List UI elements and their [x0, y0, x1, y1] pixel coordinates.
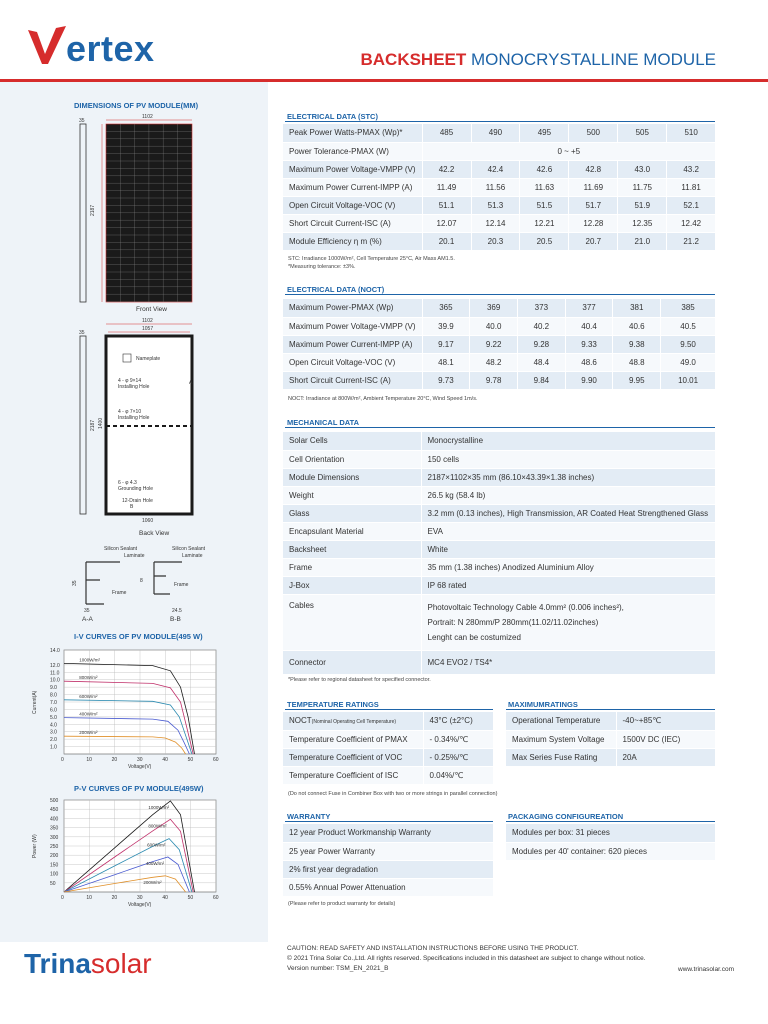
temp-row-label-cell [283, 766, 423, 784]
left-column [0, 82, 268, 942]
maxr-row [506, 712, 715, 730]
x-tick-label: 20 [111, 757, 118, 763]
noct-note: NOCT: Irradiance at 800W/m², Ambient Temperature 20°C, Wind Speed 1m/s. [288, 396, 478, 402]
y-tick-label: 500 [50, 798, 59, 804]
stc-cell: 11.69 [569, 178, 618, 196]
stc-table [283, 124, 715, 251]
mech-title: MECHANICAL DATA [287, 418, 360, 427]
footer-url: www.trinasolar.com [678, 966, 734, 973]
stc-row-label: Short Circuit Current-ISC (A) [283, 214, 422, 232]
mech-row-cables [283, 594, 715, 650]
noct-row [283, 353, 715, 371]
warranty-row-text: 12 year Product Workmanship Warranty [283, 824, 493, 842]
y-tick-label: 8.0 [50, 692, 57, 699]
pv-chart-title: P-V CURVES OF PV MODULE(495W) [74, 784, 204, 793]
stc-cell: 51.7 [569, 196, 618, 214]
x-tick-label: 40 [162, 895, 168, 901]
y-tick-label: 6.0 [50, 707, 57, 714]
noct-rule [285, 294, 715, 295]
noct-cell: 48.2 [470, 353, 518, 371]
product-title-module: MONOCRYSTALLINE MODULE [471, 50, 716, 69]
section-b-dim-8: 8 [140, 578, 143, 584]
noct-cell: 48.4 [518, 353, 566, 371]
mech-cables-line: Photovoltaic Technology Cable 4.0mm² (0.006 inches²), [427, 602, 624, 612]
series-label: 600W/m² [79, 693, 98, 699]
y-tick-label: 400 [50, 816, 59, 823]
noct-cell: 9.50 [661, 335, 715, 353]
y-tick-label: 5.0 [50, 714, 57, 721]
noct-cell: 369 [470, 299, 518, 317]
x-axis-label: Voltage(V) [128, 902, 152, 908]
y-tick-label: 100 [50, 871, 59, 878]
stc-cell: 20.3 [471, 232, 520, 250]
back-view-label: Back View [139, 530, 170, 537]
temp-row-label-cell [283, 748, 423, 766]
maxr-row-value: -40~+85℃ [616, 712, 715, 730]
noct-row-label: Short Circuit Current-ISC (A) [283, 371, 422, 389]
mech-row [283, 486, 715, 504]
stc-cell: 42.4 [471, 160, 520, 178]
warranty-row-text: 2% first year degradation [283, 860, 493, 878]
mech-cables-line: Portrait: N 280mm/P 280mm(11.02/11.02inches) [427, 617, 599, 627]
mech-cables-line: Lenght can be costumized [427, 632, 521, 642]
maxr-title: MAXIMUMRATINGS [508, 700, 578, 709]
stc-cell: 11.63 [520, 178, 569, 196]
stc-cell: 20.5 [520, 232, 569, 250]
stc-row-label: Peak Power Watts-PMAX (Wp)* [283, 124, 422, 142]
noct-cell: 385 [661, 299, 715, 317]
series-label: 600W/m² [147, 842, 166, 848]
warranty-note: (Please refer to product warranty for details) [288, 901, 396, 907]
y-tick-label: 200 [50, 853, 59, 860]
front-view-drawing [70, 112, 220, 312]
dim-2187-front: 2187 [90, 204, 96, 216]
mech-row [283, 450, 715, 468]
product-title-backsheet: BACKSHEET [360, 50, 467, 69]
mech-connector-value: MC4 EVO2 / TS4* [421, 650, 715, 674]
section-marker-b: B [130, 504, 134, 510]
temp-rule [285, 709, 493, 710]
noct-cell: 40.0 [470, 317, 518, 335]
stc-note-2: *Measuring tolerance: ±3%. [288, 264, 356, 270]
packaging-row [506, 842, 715, 860]
x-tick-label: 30 [137, 895, 143, 901]
mech-row-value: IP 68 rated [421, 576, 715, 594]
stc-row-label: Maximum Power Current-IMPP (A) [283, 178, 422, 196]
section-b-sealant: Silicon Sealant [172, 546, 206, 552]
stc-note-1: STC: Irradiance 1000W/m², Cell Temperature 25°C, Air Mass AM1.5. [288, 256, 455, 262]
stc-cell: 12.07 [422, 214, 471, 232]
y-axis-label: Current(A) [32, 690, 38, 714]
maxr-row [506, 748, 715, 766]
mech-row [283, 540, 715, 558]
section-a-sealant: Silicon Sealant [104, 546, 138, 552]
mech-row-label: Module Dimensions [283, 468, 421, 486]
y-tick-label: 4.0 [50, 722, 57, 729]
mech-row-value: 150 cells [421, 450, 715, 468]
packaging-title: PACKAGING CONFIGUREATION [508, 812, 624, 821]
mech-row-label: Solar Cells [283, 432, 421, 450]
temp-row-value: - 0.34%/℃ [423, 730, 493, 748]
noct-cell: 9.17 [422, 335, 470, 353]
y-tick-label: 7.0 [50, 700, 57, 706]
mech-row-label: J-Box [283, 576, 421, 594]
series-label: 1000W/m² [79, 657, 100, 663]
series-label: 400W/m² [145, 861, 165, 867]
temp-table [283, 712, 493, 785]
maxr-rule [506, 709, 715, 710]
trinasolar-logo [24, 948, 152, 980]
noct-cell: 9.90 [565, 371, 613, 389]
iv-chart [30, 644, 230, 774]
temp-row-label: NOCT [289, 716, 312, 726]
stc-row-label: Module Efficiency η m (%) [283, 232, 422, 250]
vertex-v-mark [26, 24, 70, 68]
y-tick-label: 11.0 [50, 670, 60, 677]
dim-2187-back: 2187 [90, 419, 96, 431]
packaging-row-text: Modules per box: 31 pieces [506, 824, 715, 842]
noct-row [283, 299, 715, 317]
noct-cell: 9.33 [565, 335, 613, 353]
stc-row [283, 214, 715, 232]
stc-row [283, 196, 715, 214]
stc-row [283, 124, 715, 142]
warranty-row [283, 842, 493, 860]
noct-cell: 48.1 [422, 353, 470, 371]
x-tick-label: 40 [162, 757, 168, 763]
x-tick-label: 10 [86, 895, 92, 901]
section-b-laminate: Laminate [182, 553, 203, 559]
noct-row-label: Maximum Power-PMAX (Wp) [283, 299, 422, 317]
mech-note: *Please refer to regional datasheet for specified connector. [288, 677, 431, 683]
noct-row [283, 371, 715, 389]
x-tick-label: 0 [61, 895, 64, 901]
mech-rule [285, 427, 715, 428]
x-axis-label: Voltage(V) [128, 764, 152, 770]
y-tick-label: 250 [50, 844, 59, 850]
grounding-hole: 6 - φ 4.3 [118, 480, 137, 486]
x-tick-label: 20 [111, 895, 118, 901]
warranty-row [283, 878, 493, 896]
frame-sections-drawing [74, 544, 224, 608]
series-label: 400W/m² [79, 711, 98, 717]
x-tick-label: 60 [213, 895, 219, 901]
noct-cell: 373 [518, 299, 566, 317]
trina-logo-text: Trina [24, 948, 91, 979]
mech-row-label: Backsheet [283, 540, 421, 558]
mech-row-label: Encapsulant Material [283, 522, 421, 540]
stc-title: ELECTRICAL DATA (STC) [287, 112, 378, 121]
temp-row-value: - 0.25%/℃ [423, 748, 493, 766]
y-tick-label: 150 [50, 862, 59, 869]
stc-cell: 20.1 [422, 232, 471, 250]
warranty-rule [285, 821, 493, 822]
stc-cell: 485 [422, 124, 471, 142]
noct-row-label: Open Circuit Voltage-VOC (V) [283, 353, 422, 371]
mech-cables-value [421, 594, 715, 650]
mech-row [283, 522, 715, 540]
footer-text [287, 944, 734, 974]
x-tick-label: 10 [86, 757, 92, 763]
x-tick-label: 60 [213, 757, 219, 763]
temp-row-label: Temperature Coefficient of VOC [289, 752, 403, 762]
back-view-drawing [70, 316, 220, 526]
mech-row [283, 558, 715, 576]
temp-row-label-cell [283, 712, 423, 730]
front-view-label: Front View [136, 306, 167, 313]
stc-cell: 12.28 [569, 214, 618, 232]
noct-cell: 9.95 [613, 371, 661, 389]
maxr-row-label: Operational Temperature [506, 712, 616, 730]
dimensions-title: DIMENSIONS OF PV MODULE(MM) [74, 101, 199, 110]
vertex-logo-text: ertex [66, 28, 155, 69]
dim-35-front: 35 [79, 118, 85, 124]
dim-1102-back: 1102 [142, 318, 153, 324]
noct-cell: 49.0 [661, 353, 715, 371]
maxr-table [506, 712, 715, 767]
mech-table [283, 432, 715, 675]
y-tick-label: 50 [50, 880, 56, 887]
mech-row-value: 26.5 kg (58.4 lb) [421, 486, 715, 504]
maxr-row-value: 1500V DC (IEC) [616, 730, 715, 748]
warranty-row-text: 25 year Power Warranty [283, 842, 493, 860]
footer-copyright: © 2021 Trina Solar Co.,Ltd. All rights reserved. Specifications included in this datasheet are subject to change without notice. [287, 955, 646, 962]
installing-hole-2-label: Installing Hole [118, 415, 150, 421]
warranty-row [283, 860, 493, 878]
temp-row-label: Temperature Coefficient of ISC [289, 770, 399, 780]
temp-row [283, 712, 493, 730]
packaging-rule [506, 821, 715, 822]
stc-cell: 51.3 [471, 196, 520, 214]
installing-hole-1-label: Installing Hole [118, 384, 150, 390]
stc-row-label: Open Circuit Voltage-VOC (V) [283, 196, 422, 214]
noct-row-label: Maximum Power Voltage-VMPP (V) [283, 317, 422, 335]
mech-row-value: White [421, 540, 715, 558]
packaging-row [506, 824, 715, 842]
section-b-label: B-B [170, 616, 181, 623]
noct-cell: 9.28 [518, 335, 566, 353]
dim-1400-back: 1400 [98, 417, 104, 429]
noct-cell: 365 [422, 299, 470, 317]
noct-row [283, 335, 715, 353]
noct-cell: 9.22 [470, 335, 518, 353]
drain-hole-label: 12-Drain Hole [122, 498, 153, 504]
stc-cell: 20.7 [569, 232, 618, 250]
footer-caution: CAUTION: READ SAFETY AND INSTALLATION INSTRUCTIONS BEFORE USING THE PRODUCT. [287, 945, 579, 952]
series-label: 800W/m² [79, 675, 98, 681]
noct-cell: 377 [565, 299, 613, 317]
y-tick-label: 1.0 [50, 744, 57, 751]
mech-row [283, 468, 715, 486]
stc-rule [285, 121, 715, 122]
stc-cell: 51.5 [520, 196, 569, 214]
dim-1102-front: 1102 [142, 114, 153, 120]
stc-merged-value: 0 ~ +5 [422, 142, 715, 160]
stc-cell: 52.1 [667, 196, 715, 214]
warranty-row [283, 824, 493, 842]
noct-table [283, 299, 715, 390]
maxr-row-value: 20A [616, 748, 715, 766]
stc-cell: 51.1 [422, 196, 471, 214]
noct-title: ELECTRICAL DATA (NOCT) [287, 285, 385, 294]
x-tick-label: 30 [137, 757, 143, 763]
temp-row-value: 43°C (±2°C) [423, 712, 493, 730]
stc-cell: 43.0 [618, 160, 667, 178]
iv-chart-title: I-V CURVES OF PV MODULE(495 W) [74, 632, 203, 641]
dim-1057-back: 1057 [142, 326, 154, 332]
section-a-laminate: Laminate [124, 553, 145, 559]
noct-cell: 381 [613, 299, 661, 317]
noct-row [283, 317, 715, 335]
stc-cell: 500 [569, 124, 618, 142]
stc-cell: 21.2 [667, 232, 715, 250]
y-tick-label: 300 [50, 834, 59, 841]
x-tick-label: 50 [187, 757, 194, 763]
mech-connector-label: Connector [283, 650, 421, 674]
y-tick-label: 12.0 [50, 662, 60, 669]
section-a-label: A-A [82, 616, 93, 623]
stc-cell: 51.9 [618, 196, 667, 214]
noct-cell: 48.8 [613, 353, 661, 371]
series-label: 800W/m² [148, 823, 167, 829]
grounding-hole-label: Grounding Hole [118, 486, 154, 492]
series-label: 200W/m² [79, 730, 98, 736]
stc-cell: 21.0 [618, 232, 667, 250]
section-marker-a: A [189, 380, 193, 386]
stc-cell: 12.35 [618, 214, 667, 232]
mech-row-value: Monocrystalline [421, 432, 715, 450]
noct-cell: 9.38 [613, 335, 661, 353]
section-a-dim-width: 35 [84, 608, 90, 614]
noct-cell: 40.2 [518, 317, 566, 335]
noct-cell: 9.73 [422, 371, 470, 389]
stc-row [283, 160, 715, 178]
pv-chart [30, 796, 230, 914]
stc-row [283, 178, 715, 196]
mech-row-label: Cell Orientation [283, 450, 421, 468]
maxr-row-label: Max Series Fuse Rating [506, 748, 616, 766]
series-label: 1000W/m² [148, 804, 170, 810]
y-axis-label: Power (W) [32, 834, 38, 858]
stc-cell: 12.21 [520, 214, 569, 232]
section-a-dim-35: 35 [72, 580, 78, 586]
y-tick-label: 350 [50, 825, 59, 832]
noct-cell: 9.84 [518, 371, 566, 389]
stc-cell: 11.81 [667, 178, 715, 196]
mech-row-label: Frame [283, 558, 421, 576]
stc-row-label: Power Tolerance-PMAX (W) [283, 142, 422, 160]
noct-cell: 10.01 [661, 371, 715, 389]
temp-row [283, 730, 493, 748]
dim-1060-back: 1060 [142, 518, 154, 524]
dim-35-back: 35 [79, 330, 85, 336]
temp-row-label-cell [283, 730, 423, 748]
product-title [360, 50, 716, 70]
installing-hole-2: 4 - φ 7×10 [118, 409, 142, 415]
stc-cell: 12.42 [667, 214, 715, 232]
noct-row-label: Maximum Power Current-IMPP (A) [283, 335, 422, 353]
footer-version: Version number: TSM_EN_2021_B [287, 965, 389, 972]
temp-title: TEMPERATURE RATINGS [287, 700, 379, 709]
solar-logo-text: solar [90, 948, 152, 979]
mech-row-value: 35 mm (1.38 inches) Anodized Aluminium Alloy [421, 558, 715, 576]
mech-row-value: 3.2 mm (0.13 inches), High Transmission, AR Coated Heat Strengthened Glass [421, 504, 715, 522]
y-tick-label: 2.0 [50, 737, 57, 744]
noct-cell: 40.4 [565, 317, 613, 335]
mech-row-label: Glass [283, 504, 421, 522]
mech-row [283, 576, 715, 594]
y-tick-label: 14.0 [50, 648, 60, 654]
maxr-row-label: Maximum System Voltage [506, 730, 616, 748]
section-b-dim-width: 24.5 [172, 608, 182, 614]
stc-cell: 43.2 [667, 160, 715, 178]
stc-cell: 42.8 [569, 160, 618, 178]
noct-cell: 40.6 [613, 317, 661, 335]
stc-cell: 11.49 [422, 178, 471, 196]
y-tick-label: 9.0 [50, 685, 57, 692]
packaging-table [506, 824, 715, 861]
mech-row-value: 2187×1102×35 mm (86.10×43.39×1.38 inches) [421, 468, 715, 486]
stc-row [283, 232, 715, 250]
nameplate-label: Nameplate [136, 356, 161, 362]
stc-cell: 490 [471, 124, 520, 142]
stc-cell: 11.56 [471, 178, 520, 196]
temp-row [283, 748, 493, 766]
temp-row-sublabel: (Nominal Operating Cell Temperature) [311, 719, 397, 726]
stc-cell: 42.2 [422, 160, 471, 178]
vertex-logo [26, 24, 176, 68]
noct-cell: 39.9 [422, 317, 470, 335]
stc-cell: 505 [618, 124, 667, 142]
noct-cell: 9.78 [470, 371, 518, 389]
y-tick-label: 10.0 [50, 677, 60, 684]
mech-cables-label: Cables [283, 594, 421, 650]
installing-hole-1: 4 - φ 9×14 [118, 378, 142, 384]
y-tick-label: 3.0 [50, 729, 57, 736]
warranty-table [283, 824, 493, 897]
y-tick-label: 450 [50, 807, 59, 814]
stc-cell: 495 [520, 124, 569, 142]
stc-row [283, 142, 715, 160]
mech-row [283, 504, 715, 522]
stc-cell: 12.14 [471, 214, 520, 232]
mech-row-label: Weight [283, 486, 421, 504]
temp-row-value: 0.04%/℃ [423, 766, 493, 784]
mech-row-connector [283, 650, 715, 674]
x-tick-label: 0 [61, 757, 64, 763]
stc-cell: 42.6 [520, 160, 569, 178]
warranty-row-text: 0.55% Annual Power Attenuation [283, 878, 493, 896]
maxr-row [506, 730, 715, 748]
packaging-row-text: Modules per 40' container: 620 pieces [506, 842, 715, 860]
noct-cell: 48.6 [565, 353, 613, 371]
warranty-title: WARRANTY [287, 812, 331, 821]
noct-cell: 40.5 [661, 317, 715, 335]
section-b-frame: Frame [174, 582, 189, 588]
mech-row-value: EVA [421, 522, 715, 540]
series-label: 200W/m² [143, 879, 162, 885]
stc-cell: 510 [667, 124, 715, 142]
mech-row [283, 432, 715, 450]
stc-cell: 11.75 [618, 178, 667, 196]
temp-row [283, 766, 493, 784]
section-a-frame: Frame [112, 590, 127, 596]
temp-row-label: Temperature Coefficient of PMAX [289, 734, 408, 744]
fuse-note: (Do not connect Fuse in Combiner Box with two or more strings in parallel connection) [288, 791, 498, 797]
x-tick-label: 50 [187, 895, 194, 901]
stc-row-label: Maximum Power Voltage-VMPP (V) [283, 160, 422, 178]
